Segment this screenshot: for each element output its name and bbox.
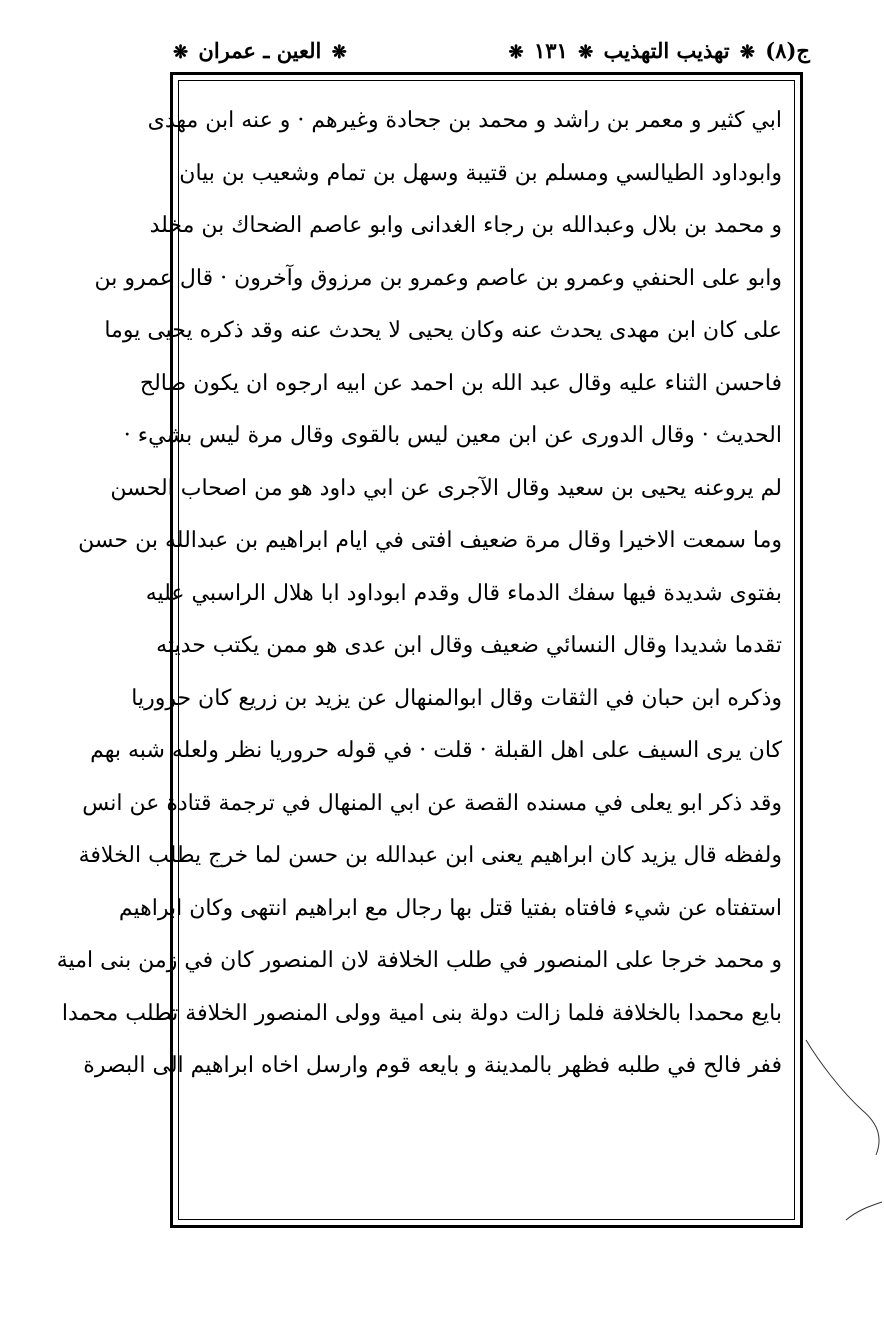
ornament-icon: ❋ [578,42,594,63]
book-title: تهذيب التهذيب [603,38,730,63]
main-text-block [56,95,782,1093]
text-line: و محمد خرجا على المنصور في طلب الخلافة لان المنصور كان في زمن بنى امية [56,948,782,973]
running-head-section [170,34,350,70]
text-line: لم يروعنه يحيى بن سعيد وقال الآجرى عن ابي داود هو من اصحاب الحسن [110,475,782,501]
text-line: و محمد بن بلال وعبدالله بن رجاء الغدانى وابو عاصم الضحاك بن مخلد [149,213,782,238]
text-line: الحديث · وقال الدورى عن ابن معين ليس بالقوى وقال مرة ليس بشيء · [123,423,782,448]
text-line: وقد ذكر ابو يعلى في مسنده القصة عن ابي المنهال في ترجمة قتادة عن انس [82,790,782,816]
text-line: ابي كثير و معمر بن راشد و محمد بن جحادة وغيرهم · و عنه ابن مهدى [147,108,782,133]
text-line: بايع محمدا بالخلافة فلما زالت دولة بنى امية وولى المنصور الخلافة تطلب محمدا [61,1000,782,1026]
margin-pen-stroke [800,1030,884,1230]
text-line: على كان ابن مهدى يحدث عنه وكان يحيى لا يحدث عنه وقد ذكره يحيى يوما [104,318,782,343]
ornament-icon: ❋ [331,42,347,63]
ornament-icon: ❋ [508,42,524,63]
text-line: ولفظه قال يزيد كان ابراهيم يعنى ابن عبدالله بن حسن لما خرج يطلب الخلافة [78,843,782,868]
text-line: ففر فالح في طلبه فظهر بالمدينة و بايعه قوم وارسل اخاه ابراهيم الى البصرة [83,1053,782,1078]
text-line: بفتوى شديدة فيها سفك الدماء قال وقدم ابوداود ابا هلال الراسبي عليه [145,580,782,606]
text-line: وذكره ابن حبان في الثقات وقال ابوالمنهال عن يزيد بن زريع كان حروريا [131,685,782,711]
text-line: كان يرى السيف على اهل القبلة · قلت · في قوله حروريا نظر ولعله شبه بهم [90,738,782,763]
text-line: وابو على الحنفي وعمرو بن عاصم وعمرو بن مرزوق وآخرون · قال عمرو بن [94,265,782,291]
section-title: العين ـ عمران [198,38,322,63]
running-head-title [506,34,810,70]
page-header [170,34,810,74]
page-number: ١٣١ [533,38,568,63]
text-line: وما سمعت الاخيرا وقال مرة ضعيف افتى في ايام ابراهيم بن عبدالله بن حسن [78,528,782,553]
text-line: تقدما شديدا وقال النسائي ضعيف وقال ابن عدى هو ممن يكتب حديثه [156,633,782,658]
ornament-icon: ❋ [173,42,189,63]
text-line: وابوداود الطيالسي ومسلم بن قتيبة وسهل بن تمام وشعيب بن بيان [179,160,782,186]
volume-label: ج(٨) [765,38,810,63]
ornament-icon: ❋ [739,42,755,63]
text-line: فاحسن الثناء عليه وقال عبد الله بن احمد عن ابيه ارجوه ان يكون صالح [139,370,782,396]
text-line: استفتاه عن شيء فافتاه بفتيا قتل بها رجال مع ابراهيم انتهى وكان ابراهيم [118,895,782,921]
